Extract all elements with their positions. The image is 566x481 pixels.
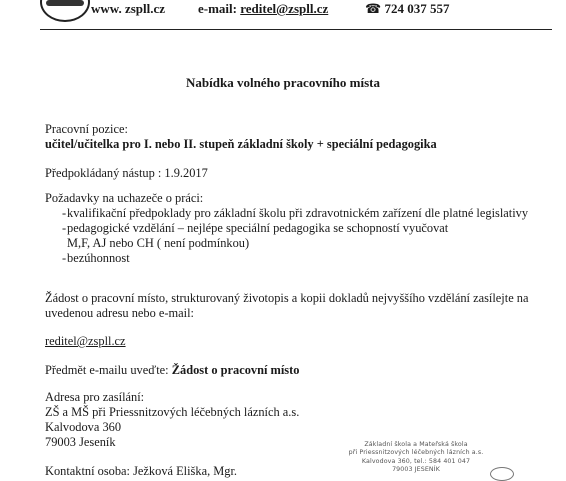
letterhead xyxy=(0,1,566,19)
subject-prefix: Předmět e-mailu uveďte: xyxy=(45,363,169,377)
list-item: - pedagogické vzdělání – nejlépe speciální pedagogika se schopností vyučovat M,F, AJ nebo CH ( není podmínkou) xyxy=(45,221,528,251)
position-label: Pracovní pozice: xyxy=(45,122,128,136)
address-line-2: Kalvodova 360 xyxy=(45,420,122,434)
subject-value: Žádost o pracovní místo xyxy=(171,363,300,377)
list-item: - bezúhonnost xyxy=(62,251,130,265)
start-date: Předpokládaný nástup : 1.9.2017 xyxy=(45,166,208,180)
contact-person: Kontaktní osoba: Ježková Eliška, Mgr. xyxy=(45,464,238,478)
contact-email-link[interactable]: reditel@zspll.cz xyxy=(45,334,126,348)
school-stamp: Základní škola a Mateřská škola při Priessnitzových léčebných lázních a.s. Kalvodova 360, tel.: 584 401 047 79003 JESENÍK xyxy=(346,441,486,475)
email-label: e-mail: xyxy=(198,1,237,16)
header-divider xyxy=(40,29,552,30)
stamp-signature xyxy=(490,467,514,481)
website-link[interactable]: www. zspll.cz xyxy=(91,1,166,16)
application-line-1: Žádost o pracovní místo, strukturovaný životopis a kopii dokladů nejvyššího vzdělání zasílejte na xyxy=(45,291,529,305)
header-email xyxy=(198,1,328,17)
list-item: - kvalifikační předpoklady pro základní školu při zdravotnickém zařízení dle platné legislativy xyxy=(62,206,529,220)
requirements-list xyxy=(45,206,528,266)
email-subject xyxy=(45,363,299,378)
phone-number: 724 037 557 xyxy=(384,1,450,16)
address-line-3: 79003 Jeseník xyxy=(45,435,116,449)
document-title: Nabídka volného pracovního místa xyxy=(186,75,380,90)
phone-icon: ☎ xyxy=(365,1,382,16)
address-line-1: ZŠ a MŠ při Priessnitzových léčebných lázních a.s. xyxy=(45,405,300,419)
list-item-continuation: M,F, AJ nebo CH ( není podmínkou) xyxy=(67,236,250,250)
application-line-2: uvedenou adresu nebo e-mail: xyxy=(45,306,194,320)
header-phone xyxy=(365,1,449,17)
header-email-link[interactable]: reditel@zspll.cz xyxy=(240,1,329,16)
requirements-label: Požadavky na uchazeče o práci: xyxy=(45,191,204,205)
address-label: Adresa pro zasílání: xyxy=(45,390,145,404)
position-value: učitel/učitelka pro I. nebo II. stupeň základní školy + speciální pedagogika xyxy=(45,137,437,151)
